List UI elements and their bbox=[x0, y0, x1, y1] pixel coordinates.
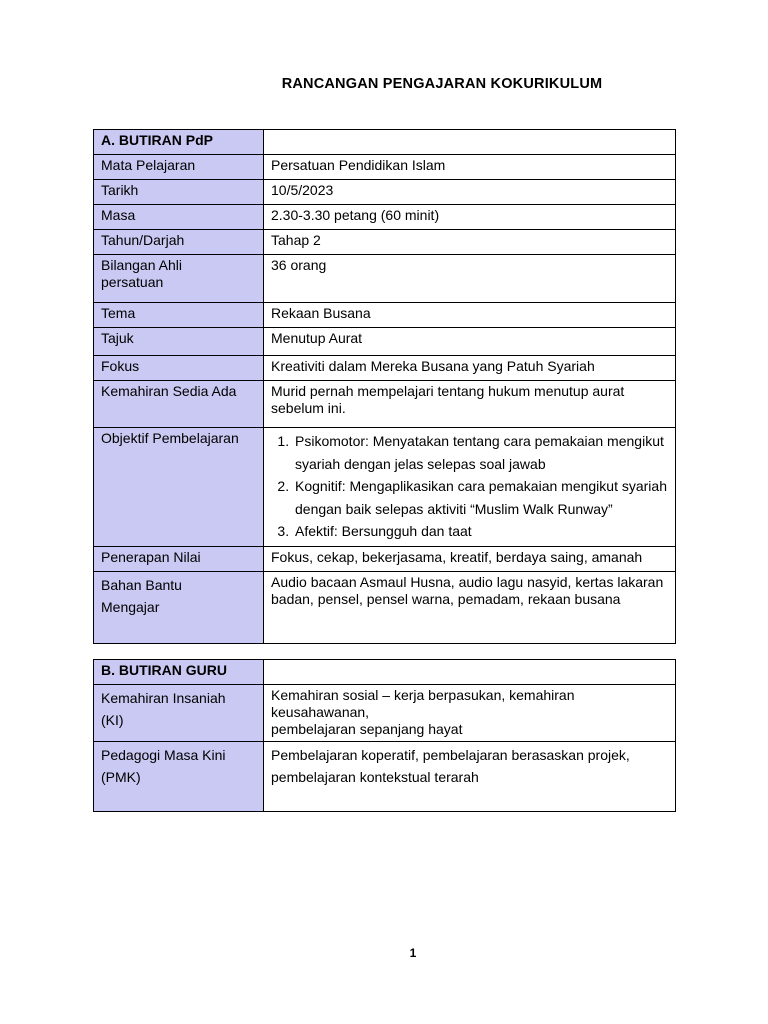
kemahiran-sedia-ada-line2: sebelum ini. bbox=[271, 400, 346, 416]
section-b-heading: B. BUTIRAN GURU bbox=[94, 660, 264, 685]
section-a-heading: A. BUTIRAN PdP bbox=[94, 130, 264, 155]
bilangan-ahli-label bbox=[94, 255, 264, 303]
kemahiran-insaniah-label bbox=[94, 685, 264, 742]
objektif-value bbox=[264, 428, 676, 547]
page-number: 1 bbox=[409, 946, 417, 960]
pedagogi-line2: pembelajaran kontekstual terarah bbox=[271, 769, 479, 785]
kemahiran-insaniah-line2: pembelajaran sepanjang hayat bbox=[271, 721, 463, 737]
fokus-value: Kreativiti dalam Mereka Busana yang Patuh Syariah bbox=[264, 356, 676, 381]
document-title: RANCANGAN PENGAJARAN KOKURIKULUM bbox=[281, 76, 603, 92]
objektif-label: Objektif Pembelajaran bbox=[94, 428, 264, 547]
masa-value: 2.30-3.30 petang (60 minit) bbox=[264, 205, 676, 230]
objektif-item-2 bbox=[293, 475, 668, 520]
tahun-darjah-label: Tahun/Darjah bbox=[94, 230, 264, 255]
kemahiran-insaniah-label-line1: Kemahiran Insaniah bbox=[101, 690, 226, 706]
objektif-item-2-line1: 2. Kognitif: Mengaplikasikan cara pemakaian mengikut syariah bbox=[295, 478, 667, 494]
kemahiran-sedia-ada-line1: Murid pernah mempelajari tentang hukum menutup aurat bbox=[271, 383, 625, 399]
kemahiran-insaniah-line1: Kemahiran sosial – kerja berpasukan, kemahiran keusahawanan, bbox=[271, 687, 575, 720]
section-b-heading-empty bbox=[264, 660, 676, 685]
tema-value: Rekaan Busana bbox=[264, 303, 676, 328]
objektif-item-1 bbox=[293, 430, 668, 475]
objektif-item-3-line1: 3. Afektif: Bersungguh dan taat bbox=[295, 523, 472, 539]
objektif-item-1-line1: 1. Psikomotor: Menyatakan tentang cara pemakaian mengikut bbox=[295, 433, 664, 449]
section-b-table bbox=[93, 659, 676, 812]
tajuk-value: Menutup Aurat bbox=[264, 328, 676, 356]
tarikh-label: Tarikh bbox=[94, 180, 264, 205]
bahan-bantu-line2: badan, pensel, pensel warna, pemadam, rekaan busana bbox=[271, 590, 621, 607]
tarikh-value: 10/5/2023 bbox=[264, 180, 676, 205]
kemahiran-insaniah-value bbox=[264, 685, 676, 742]
pedagogi-label-line1: Pedagogi Masa Kini bbox=[101, 747, 226, 763]
fokus-label: Fokus bbox=[94, 356, 264, 381]
pedagogi-label-line2: (PMK) bbox=[101, 769, 141, 785]
penerapan-nilai-label: Penerapan Nilai bbox=[94, 546, 264, 571]
pedagogi-label bbox=[94, 742, 264, 812]
bahan-bantu-line1: Audio bacaan Asmaul Husna, audio lagu nasyid, kertas lakaran bbox=[271, 573, 664, 590]
tema-label: Tema bbox=[94, 303, 264, 328]
pedagogi-line1: Pembelajaran koperatif, pembelajaran berasaskan projek, bbox=[271, 747, 630, 763]
bahan-bantu-label-line2: Mengajar bbox=[101, 598, 160, 615]
kemahiran-sedia-ada-label: Kemahiran Sedia Ada bbox=[94, 381, 264, 428]
objektif-item-1-line2: syariah dengan jelas selepas soal jawab bbox=[295, 455, 546, 472]
objektif-item-2-line2: dengan baik selepas aktiviti “Muslim Walk Runway” bbox=[295, 500, 613, 517]
objektif-list bbox=[271, 430, 668, 543]
tajuk-label: Tajuk bbox=[94, 328, 264, 356]
mata-pelajaran-label: Mata Pelajaran bbox=[94, 155, 264, 180]
objektif-item-3 bbox=[293, 520, 668, 543]
section-a-table bbox=[93, 129, 676, 644]
bahan-bantu-label-line1: Bahan Bantu bbox=[101, 576, 182, 593]
section-a-heading-empty bbox=[264, 130, 676, 155]
mata-pelajaran-value: Persatuan Pendidikan Islam bbox=[264, 155, 676, 180]
bahan-bantu-value bbox=[264, 571, 676, 643]
kemahiran-insaniah-label-line2: (KI) bbox=[101, 712, 124, 728]
masa-label: Masa bbox=[94, 205, 264, 230]
pedagogi-value bbox=[264, 742, 676, 812]
kemahiran-sedia-ada-value bbox=[264, 381, 676, 428]
bilangan-ahli-label-line2: persatuan bbox=[101, 274, 164, 290]
penerapan-nilai-value: Fokus, cekap, bekerjasama, kreatif, berdaya saing, amanah bbox=[264, 546, 676, 571]
tahun-darjah-value: Tahap 2 bbox=[264, 230, 676, 255]
bilangan-ahli-value: 36 orang bbox=[264, 255, 676, 303]
bahan-bantu-label bbox=[94, 571, 264, 643]
bilangan-ahli-label-line1: Bilangan Ahli bbox=[101, 257, 182, 273]
